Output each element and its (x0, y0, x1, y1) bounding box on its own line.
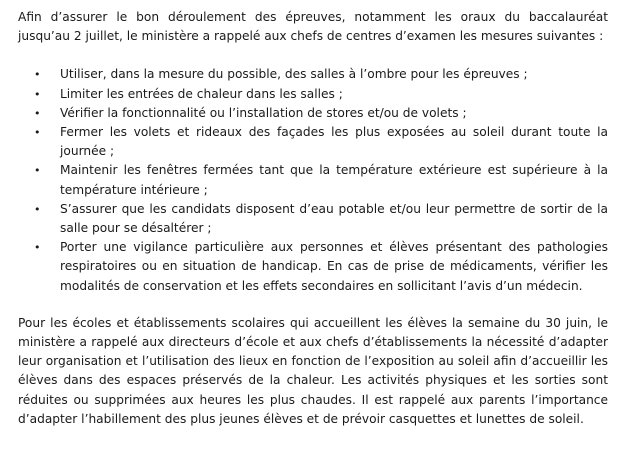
list-item (18, 123, 608, 161)
measures-list (18, 65, 608, 295)
list-item-text: Maintenir les fenêtres fermées tant que la température extérieure est supérieure à la température intérieure ; (60, 163, 608, 197)
list-item-text: Utiliser, dans la mesure du possible, des salles à l’ombre pour les épreuves ; (60, 67, 528, 82)
list-item (18, 104, 608, 123)
list-item-text: Fermer les volets et rideaux des façades les plus exposées au soleil durant toute la journée ; (60, 125, 608, 159)
list-item (18, 65, 608, 84)
bullet-icon: • (34, 68, 41, 82)
list-item (18, 238, 608, 296)
document-body (18, 8, 608, 429)
bullet-icon: • (34, 241, 41, 255)
bullet-icon: • (34, 202, 41, 216)
bullet-icon: • (34, 164, 41, 178)
list-item-text: Vérifier la fonctionnalité ou l’installation de stores et/ou de volets ; (60, 105, 467, 120)
list-item (18, 200, 608, 238)
list-item (18, 161, 608, 199)
bullet-icon: • (34, 87, 41, 101)
bullet-icon: • (34, 126, 41, 140)
list-item-text: Limiter les entrées de chaleur dans les salles ; (60, 86, 343, 101)
bullet-icon: • (34, 106, 41, 120)
list-item (18, 85, 608, 104)
list-item-text: S’assurer que les candidats disposent d’eau potable et/ou leur permettre de sortir de la salle pour se désaltérer ; (60, 201, 608, 236)
intro-paragraph: Afin d’assurer le bon déroulement des épreuves, notamment les oraux du baccalauréat jusqu’au 2 juillet, le ministère a rappelé aux chefs de centres d’examen les mesures suivantes : (18, 10, 608, 44)
schools-paragraph: Pour les écoles et établissements scolaires qui accueillent les élèves la semaine du 30 juin, le ministère a rappelé aux directeurs d’école et aux chefs d’établissements la nécessité d’adapter leur organisation et l’utilisation des lieux en fonction de l’exposition au soleil afin d’accueillir les élèves dans des espaces préservés de la chaleur. Les activités physiques et les sorties sont réduites ou supprimées aux heures les plus chaudes. Il est rappelé aux parents l’importance d’adapter l’habillement des plus jeunes élèves et de prévoir casquettes et lunettes de soleil. (18, 315, 608, 426)
list-item-text: Porter une vigilance particulière aux personnes et élèves présentant des pathologies respiratoires ou en situation de handicap. En cas de prise de médicaments, vérifier les modalités de conservation et les effets secondaires en sollicitant l’avis d’un médecin. (60, 240, 608, 293)
